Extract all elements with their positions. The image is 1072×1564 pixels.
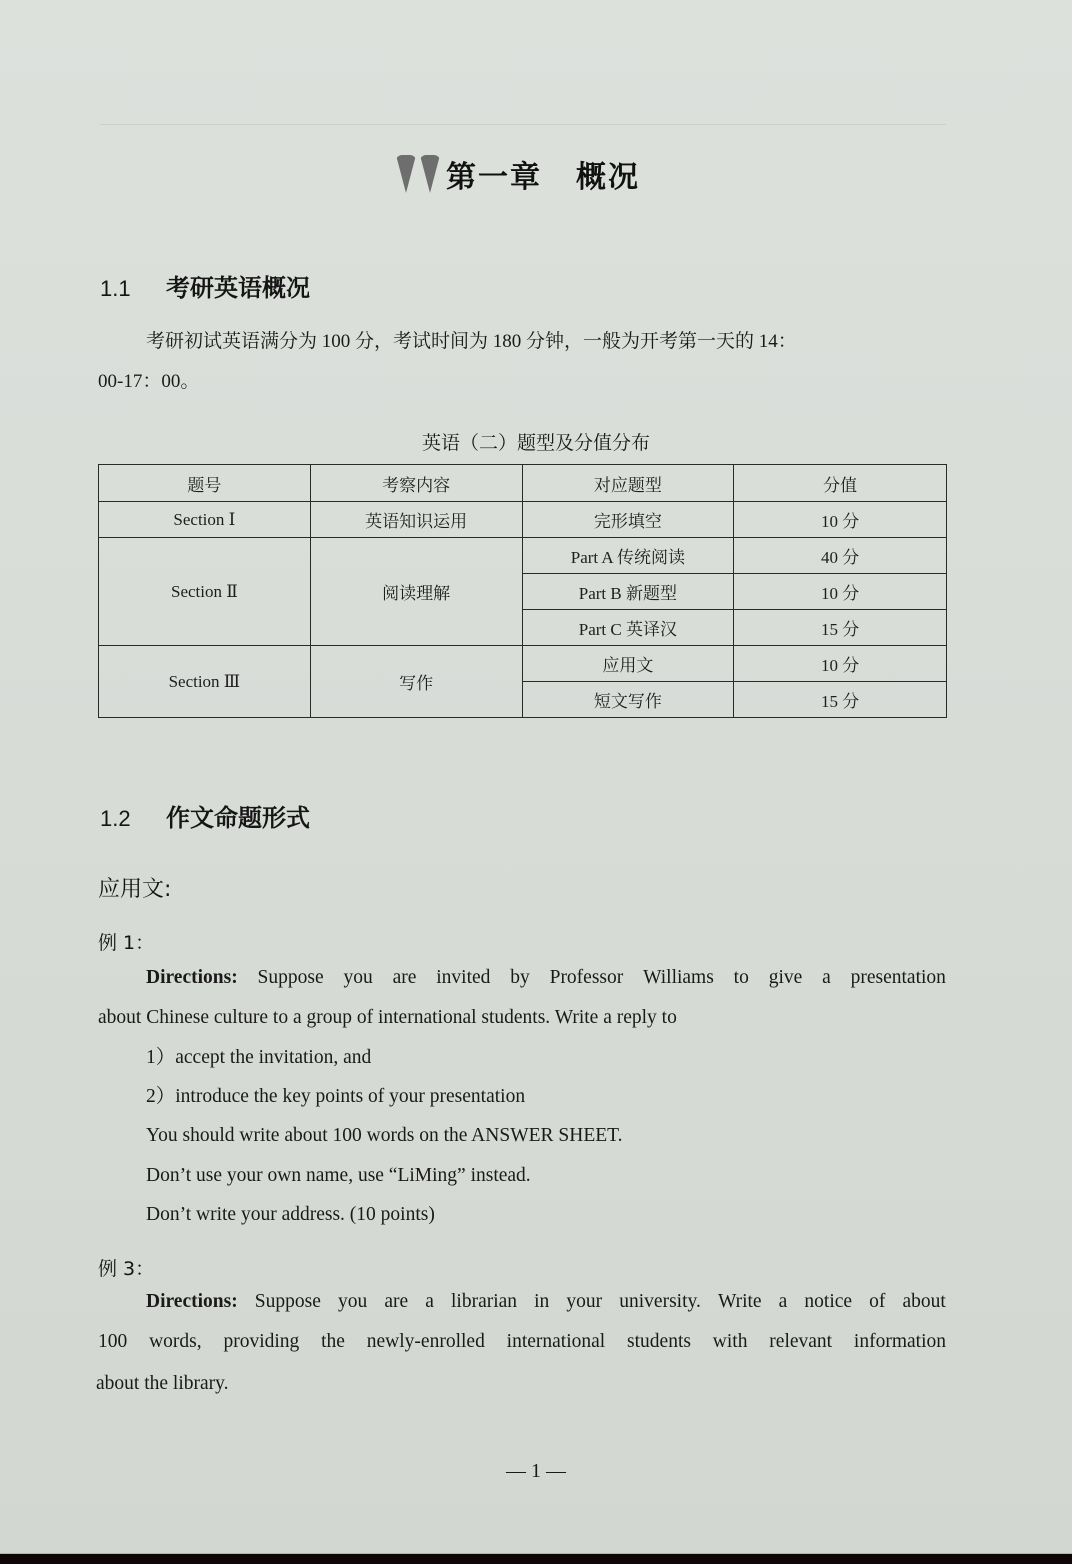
header-cell: 分值: [734, 465, 947, 502]
section-number: 1.2: [100, 806, 131, 831]
section-cell: Section Ⅲ: [99, 646, 311, 718]
word: university.: [619, 1291, 701, 1312]
type-cell: Part C 英译汉: [522, 610, 734, 646]
word: the: [321, 1331, 345, 1352]
content-cell: 阅读理解: [310, 538, 522, 646]
content-cell: 英语知识运用: [310, 502, 522, 538]
word: with: [712, 1331, 748, 1352]
word: information: [853, 1331, 946, 1352]
example-1-label: 例 1：: [98, 932, 155, 954]
score-cell: 40 分: [734, 538, 947, 574]
practical-writing-heading: 应用文:: [98, 877, 172, 902]
word: invited: [436, 967, 491, 988]
word: are: [392, 967, 417, 988]
type-cell: 短文写作: [522, 682, 734, 718]
type-cell: Part A 传统阅读: [522, 538, 734, 574]
example-3-label: 例 3：: [98, 1258, 155, 1280]
word: in: [534, 1291, 550, 1312]
word: a: [778, 1291, 788, 1312]
word: your: [566, 1291, 603, 1312]
example-3-directions-line-1: [146, 1290, 946, 1314]
word: Professor: [549, 967, 624, 988]
content-cell: 写作: [310, 646, 522, 718]
example-1-note-2: Don’t use your own name, use “LiMing” instead.: [146, 1165, 531, 1186]
chapter-ornament-icon: [396, 155, 440, 193]
word: you: [343, 967, 373, 988]
chapter-title: [396, 152, 640, 196]
table-row: [99, 502, 947, 538]
word: of: [869, 1291, 886, 1312]
score-cell: 10 分: [734, 574, 947, 610]
score-cell: 10 分: [734, 502, 947, 538]
word: Williams: [643, 967, 714, 988]
bleed-through-rule: [100, 124, 946, 125]
page-edge-shadow: [0, 1553, 1072, 1564]
section-heading-1-2: [100, 798, 310, 833]
word: a: [425, 1291, 434, 1312]
word: 100: [98, 1331, 128, 1352]
word: by: [510, 967, 530, 988]
word: notice: [804, 1291, 853, 1312]
section-title: 考研英语概况: [166, 273, 310, 302]
header-cell: 考察内容: [310, 465, 522, 502]
intro-paragraph: [98, 322, 946, 402]
example-1-directions-line-1: [146, 966, 946, 990]
word: words,: [149, 1331, 202, 1352]
table-caption: 英语（二）题型及分值分布: [421, 432, 650, 454]
example-3-directions-line-2: [98, 1330, 946, 1354]
section-cell: Section Ⅱ: [99, 538, 311, 646]
word: are: [384, 1291, 409, 1312]
word: Suppose: [254, 1291, 321, 1312]
word: international: [506, 1331, 606, 1352]
score-cell: 15 分: [734, 682, 947, 718]
type-cell: Part B 新题型: [522, 574, 734, 610]
score-cell: 10 分: [734, 646, 947, 682]
word: Suppose: [257, 967, 324, 988]
table-row: [99, 646, 947, 682]
word: about: [902, 1291, 946, 1312]
example-1-directions-line-2: about Chinese culture to a group of international students. Write a reply to: [98, 1007, 677, 1028]
word: give: [768, 967, 803, 988]
section-title: 作文命题形式: [166, 803, 310, 832]
header-cell: 题号: [99, 465, 311, 502]
word: Write: [717, 1291, 762, 1312]
section-number: 1.1: [100, 276, 131, 301]
word: students: [627, 1331, 691, 1352]
word: presentation: [850, 967, 946, 988]
word: you: [337, 1291, 368, 1312]
table-row: [99, 538, 947, 574]
chapter-number: 第一章: [446, 160, 542, 195]
section-heading-1-1: [100, 268, 310, 303]
word: providing: [223, 1331, 300, 1352]
word: librarian: [450, 1291, 518, 1312]
page-number: — 1 —: [506, 1460, 566, 1482]
chapter-name: 概况: [576, 160, 640, 195]
directions-label: Directions:: [146, 1291, 238, 1312]
type-cell: 应用文: [522, 646, 734, 682]
word: to: [733, 967, 749, 988]
header-cell: 对应题型: [522, 465, 734, 502]
score-distribution-table: [98, 464, 947, 718]
word: newly-enrolled: [366, 1331, 485, 1352]
example-1-item-1: 1）accept the invitation, and: [146, 1047, 372, 1068]
example-3-directions-line-3: about the library.: [96, 1373, 229, 1394]
word: relevant: [769, 1331, 833, 1352]
score-cell: 15 分: [734, 610, 947, 646]
example-1-note-3: Don’t write your address. (10 points): [146, 1204, 435, 1225]
section-cell: Section Ⅰ: [99, 502, 311, 538]
word: a: [822, 967, 831, 988]
directions-label: Directions:: [146, 967, 238, 988]
type-cell: 完形填空: [522, 502, 734, 538]
table-header-row: [99, 465, 947, 502]
intro-line-2: 00-17：00。: [98, 371, 200, 392]
intro-line-1: 考研初试英语满分为 100 分，考试时间为 180 分钟，一般为开考第一天的 14：: [146, 331, 797, 352]
example-1-item-2: 2）introduce the key points of your presentation: [146, 1086, 526, 1107]
example-1-note-1: You should write about 100 words on the ANSWER SHEET.: [146, 1125, 623, 1146]
